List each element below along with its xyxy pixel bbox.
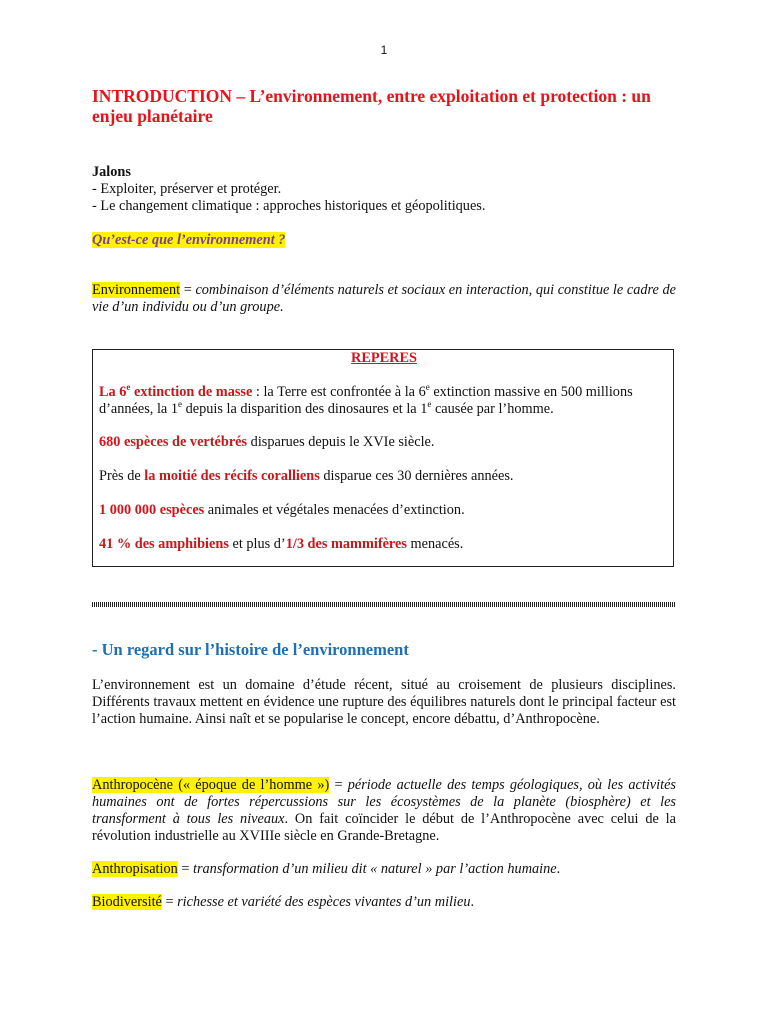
repere-bold: 680 espèces de vertébrés — [99, 434, 248, 450]
dotted-divider — [92, 602, 676, 607]
repere-text: Près de — [99, 468, 145, 484]
intro-paragraph: L’environnement est un domaine d’étude récent, situé au croisement de plusieurs disciplines. Différents travaux mettent en évidence une rupture des équilibres naturels dont le principal facteur est l’action humaine. Ainsi naît et se popularise le concept, encore débattu, d’Anthropocène. — [92, 677, 676, 727]
equals-sign: = — [180, 282, 196, 298]
period: . — [556, 861, 561, 877]
repere-bold: 1/3 des mammifères — [285, 536, 407, 552]
definition-anthropocene — [92, 777, 676, 845]
question-heading: Qu’est-ce que l’environnement ? — [92, 232, 286, 248]
definition-biodiversite — [92, 894, 676, 911]
repere-bold: 41 % des amphibiens — [99, 536, 229, 552]
equals-sign: = — [177, 861, 193, 877]
term-biodiversite: Biodiversité — [92, 894, 162, 910]
repere-bold: extinction de masse — [130, 384, 253, 400]
equals-sign: = — [329, 777, 348, 793]
repere-vertebres — [99, 434, 669, 451]
question-line — [92, 232, 676, 249]
definition-anthropisation — [92, 861, 676, 878]
repere-especes — [99, 502, 669, 519]
superscript: e — [178, 399, 182, 410]
repere-text: disparue ces 30 dernières années. — [319, 468, 514, 484]
term-anthropisation: Anthropisation — [92, 861, 178, 877]
definition-text: période actuelle des temps géologiques, où les activités humaines ont de fortes répercussions sur les écosystèmes de la planète (biosphère) et les transforment à tous les niveaux — [92, 777, 676, 827]
jalons-heading: Jalons — [92, 164, 131, 180]
term-anthropocene: Anthropocène (« époque de l’homme ») — [92, 777, 330, 793]
term-environnement: Environnement — [92, 282, 181, 298]
superscript: e — [126, 382, 131, 393]
repere-bold: la moitié des récifs coralliens — [144, 468, 320, 484]
definition-text: richesse et variété des espèces vivantes d’un milieu — [177, 894, 471, 910]
reperes-title: REPERES — [351, 350, 417, 366]
superscript: e — [425, 382, 430, 393]
repere-amphibiens — [99, 536, 669, 553]
definition-environnement — [92, 282, 676, 316]
jalons-block — [92, 164, 676, 215]
repere-bold: 1 000 000 espèces — [99, 502, 205, 518]
jalons-item: - Exploiter, préserver et protéger. — [92, 181, 282, 197]
jalons-item: - Le changement climatique : approches historiques et géopolitiques. — [92, 198, 486, 214]
reperes-box — [92, 349, 674, 567]
repere-text: animales et végétales menacées d’extinction. — [204, 502, 465, 518]
equals-sign: = — [161, 894, 178, 910]
section-title: - Un regard sur l’histoire de l’environnement — [92, 640, 409, 659]
repere-extinction — [99, 384, 669, 418]
repere-text: : la Terre est confrontée à la 6 — [252, 384, 426, 400]
page-title: INTRODUCTION – L’environnement, entre exploitation et protection : un enjeu planétaire — [92, 86, 651, 126]
repere-recifs — [99, 468, 669, 485]
repere-text: depuis la disparition des dinosaures et la 1 — [182, 401, 428, 417]
superscript: e — [427, 399, 432, 410]
repere-bold: La 6 — [99, 384, 127, 400]
repere-text: extinction massive en 500 millions d’années, la 1 — [99, 384, 633, 417]
definition-rest: . On fait coïncider le début de l’Anthropocène avec celui de la révolution industrielle au XVIIIe siècle en Grande-Bretagne. — [92, 811, 676, 844]
period: . — [470, 894, 475, 910]
definition-text: combinaison d’éléments naturels et sociaux en interaction, qui constitue le cadre de vie d’un individu ou d’un groupe. — [92, 282, 676, 315]
repere-text: menacés. — [406, 536, 464, 552]
definition-text: transformation d’un milieu dit « naturel » par l’action humaine — [193, 861, 557, 877]
repere-text: et plus d’ — [228, 536, 286, 552]
repere-text: disparues depuis le XVIe siècle. — [247, 434, 435, 450]
page-number: 1 — [380, 43, 388, 57]
repere-text: causée par l’homme. — [431, 401, 554, 417]
